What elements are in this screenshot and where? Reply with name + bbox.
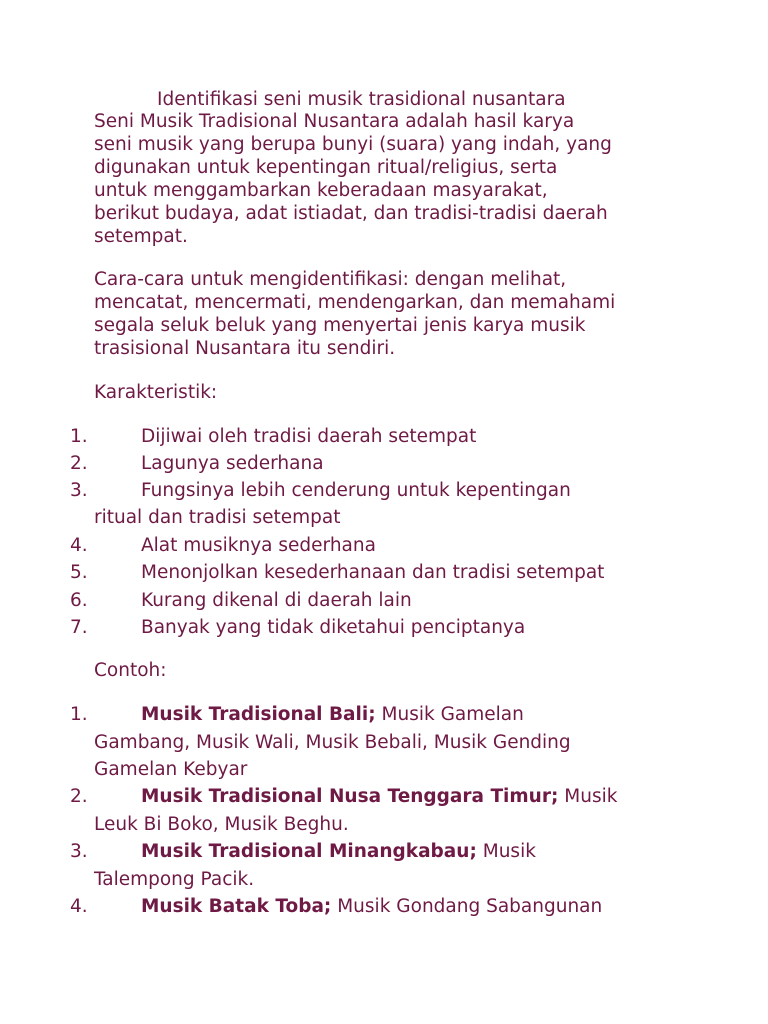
example-title: Musik Tradisional Minangkabau; — [141, 841, 477, 862]
karakteristik-heading: Karakteristik: — [94, 382, 218, 403]
list-text: Lagunya sederhana — [141, 453, 324, 474]
list-text: Alat musiknya sederhana — [141, 535, 376, 556]
list-number: 5. — [70, 562, 88, 583]
example-text: Musik Gamelan — [375, 704, 524, 725]
list-text-continued: Gamelan Kebyar — [94, 759, 248, 780]
list-number: 3. — [70, 480, 88, 501]
list-text: Fungsinya lebih cenderung untuk kepentingan — [141, 480, 571, 501]
intro-line: seni musik yang berupa bunyi (suara) yang indah, yang — [94, 134, 612, 155]
document-title: Identifikasi seni musik trasidional nusantara — [157, 89, 566, 110]
list-number: 2. — [70, 786, 88, 807]
identification-paragraph — [94, 268, 694, 360]
list-text: Kurang dikenal di daerah lain — [141, 590, 412, 611]
list-number: 1. — [70, 426, 88, 447]
intro-paragraph — [94, 110, 694, 248]
ident-line: trasisional Nusantara itu sendiri. — [94, 338, 396, 359]
list-text-continued: Talempong Pacik. — [94, 869, 255, 890]
intro-line: untuk menggambarkan keberadaan masyarakat, — [94, 180, 548, 201]
example-title: Musik Batak Toba; — [141, 896, 332, 917]
example-text: Musik — [558, 786, 618, 807]
list-number: 7. — [70, 617, 88, 638]
ident-line: mencatat, mencermati, mendengarkan, dan memahami — [94, 292, 616, 313]
list-text: Banyak yang tidak diketahui penciptanya — [141, 617, 526, 638]
list-text: Dijiwai oleh tradisi daerah setempat — [141, 426, 477, 447]
list-number: 2. — [70, 453, 88, 474]
example-title: Musik Tradisional Nusa Tenggara Timur; — [141, 786, 559, 807]
example-text: Musik Gondang Sabangunan — [331, 896, 603, 917]
example-title: Musik Tradisional Bali; — [141, 704, 376, 725]
ident-line: Cara-cara untuk mengidentifikasi: dengan melihat, — [94, 269, 567, 290]
list-number: 1. — [70, 704, 88, 725]
list-number: 4. — [70, 896, 88, 917]
ident-line: segala seluk beluk yang menyertai jenis karya musik — [94, 315, 586, 336]
list-number: 6. — [70, 590, 88, 611]
intro-line: digunakan untuk kepentingan ritual/religius, serta — [94, 157, 558, 178]
intro-line: setempat. — [94, 226, 188, 247]
list-text-continued: ritual dan tradisi setempat — [94, 507, 341, 528]
list-text: Menonjolkan kesederhanaan dan tradisi setempat — [141, 562, 605, 583]
intro-line: berikut budaya, adat istiadat, dan tradisi-tradisi daerah — [94, 203, 608, 224]
intro-line: Seni Musik Tradisional Nusantara adalah hasil karya — [94, 111, 575, 132]
list-text — [141, 838, 536, 865]
list-text-continued: Leuk Bi Boko, Musik Beghu. — [94, 814, 349, 835]
contoh-heading: Contoh: — [94, 660, 167, 681]
example-text: Musik — [476, 841, 536, 862]
list-text — [141, 893, 602, 920]
list-number: 3. — [70, 841, 88, 862]
list-text-continued: Gambang, Musik Wali, Musik Bebali, Musik Gending — [94, 732, 571, 753]
list-number: 4. — [70, 535, 88, 556]
list-text — [141, 701, 524, 728]
list-text — [141, 783, 617, 810]
